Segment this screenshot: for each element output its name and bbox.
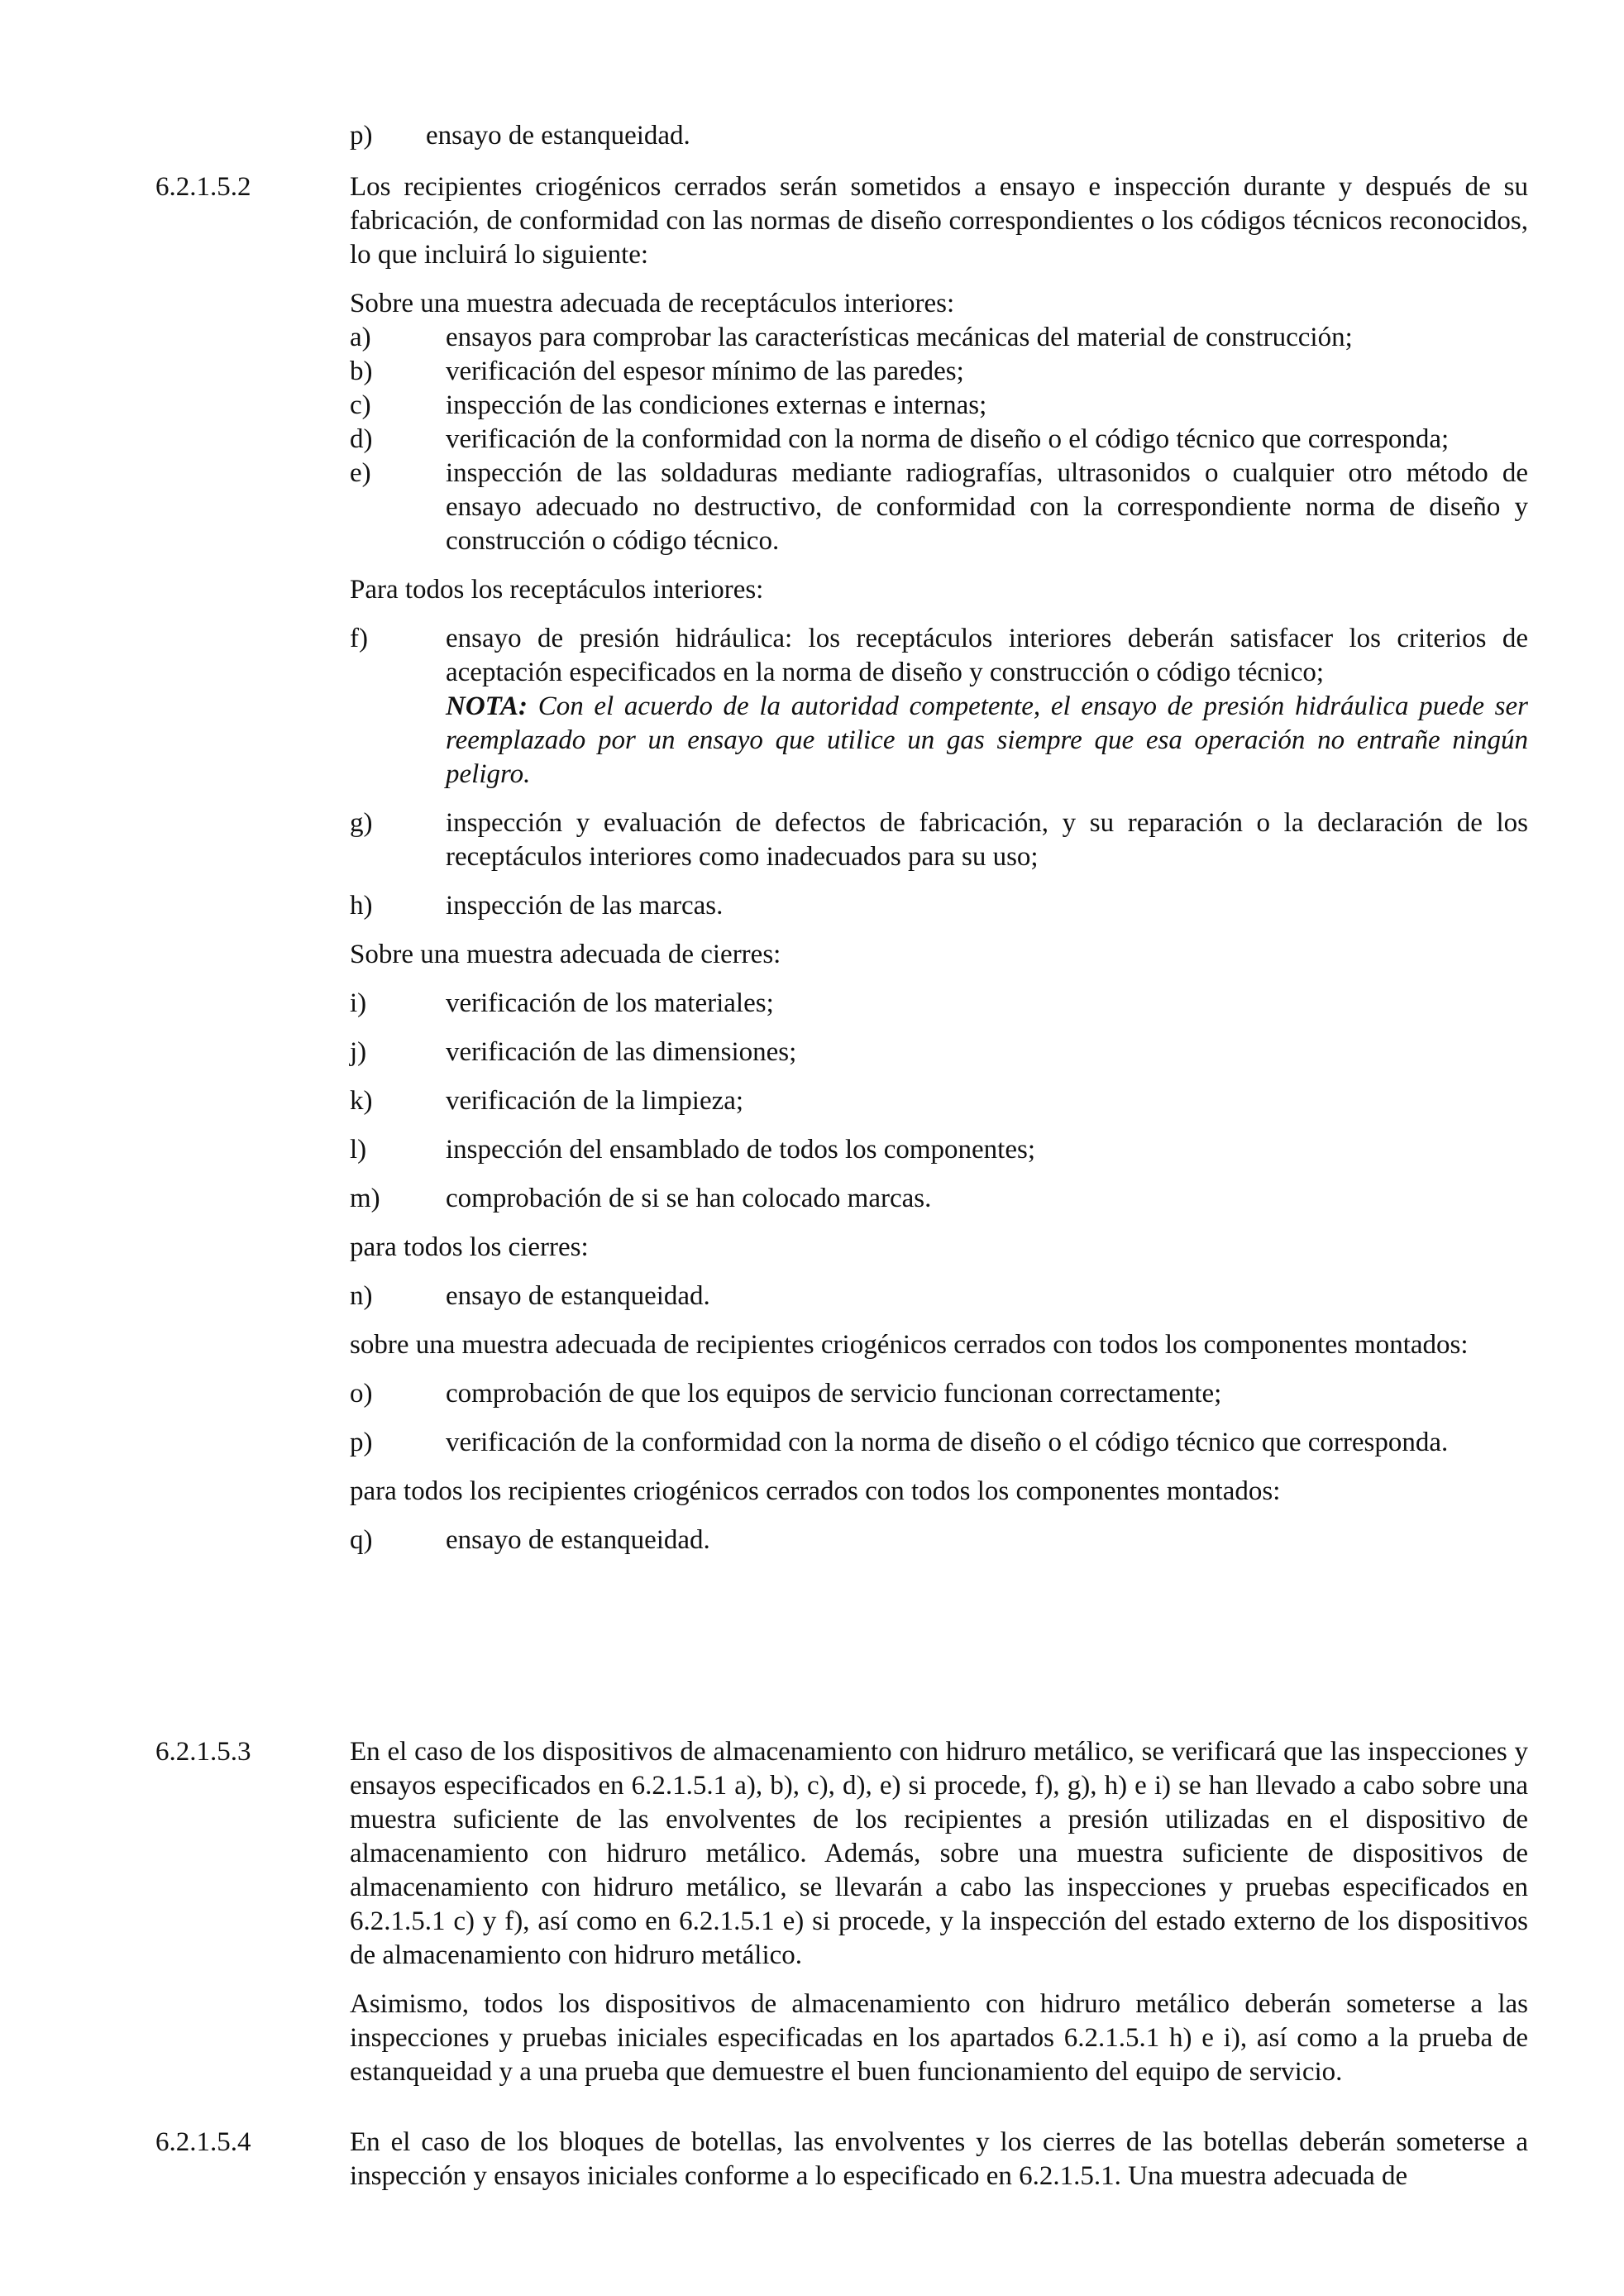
list-text: ensayo de estanqueidad. xyxy=(446,1525,710,1555)
list-label: g) xyxy=(350,808,373,838)
section-6-2-1-5-2 xyxy=(155,170,1528,1572)
list-text: verificación de los materiales; xyxy=(446,988,774,1018)
section-number: 6.2.1.5.2 xyxy=(155,172,251,202)
list-label: f) xyxy=(350,624,368,653)
group-heading: Para todos los receptáculos interiores: xyxy=(350,575,764,605)
list-label: p) xyxy=(350,121,373,151)
list-item xyxy=(350,1133,1528,1167)
list-item xyxy=(350,1377,1528,1411)
list-text: inspección y evaluación de defectos de fabricación, y su reparación o la declaración de los receptáculos interiores como inadecuados para su uso; xyxy=(446,808,1528,872)
list-text: verificación de la conformidad con la norma de diseño o el código técnico que corresponda. xyxy=(446,1428,1449,1457)
section-continuation xyxy=(155,119,1528,153)
group-heading: para todos los cierres: xyxy=(350,1232,589,1262)
list-label: h) xyxy=(350,891,373,921)
section-6-2-1-5-3 xyxy=(155,1735,1528,2089)
list-item xyxy=(350,889,1528,923)
list-text: ensayo de presión hidráulica: los receptáculos interiores deberán satisfacer los criterios de aceptación especificados en la norma de diseño y construcción o código técnico; xyxy=(446,624,1528,687)
section-intro: Los recipientes criogénicos cerrados serán sometidos a ensayo e inspección durante y después de su fabricación, de conformidad con las normas de diseño correspondientes o los códigos técnicos reconocidos, lo que incluirá lo siguiente: xyxy=(350,172,1528,270)
list-item xyxy=(350,355,1528,389)
list-text: ensayos para comprobar las características mecánicas del material de construcción; xyxy=(446,323,1353,352)
list-item xyxy=(350,1280,1528,1313)
list-label: m) xyxy=(350,1184,380,1213)
list-label: i) xyxy=(350,988,367,1018)
list-item xyxy=(350,423,1528,457)
paragraph: Asimismo, todos los dispositivos de almacenamiento con hidruro metálico deberán someterse a las inspecciones y pruebas iniciales especificadas en los apartados 6.2.1.5.1 h) e i), así como a la prueba de estanqueidad y a una prueba que demuestre el buen funcionamiento del equipo de servicio. xyxy=(350,1989,1528,2087)
list-label: j) xyxy=(350,1037,367,1067)
list-item xyxy=(350,1182,1528,1216)
list-item xyxy=(350,1523,1528,1557)
list-label: b) xyxy=(350,356,373,386)
group-heading: para todos los recipientes criogénicos cerrados con todos los componentes montados: xyxy=(350,1476,1281,1506)
note xyxy=(446,691,1528,789)
group-heading: Sobre una muestra adecuada de cierres: xyxy=(350,940,781,969)
list-text: comprobación de si se han colocado marcas. xyxy=(446,1184,932,1213)
section-number: 6.2.1.5.3 xyxy=(155,1737,251,1767)
list-item xyxy=(350,1036,1528,1069)
list-label: n) xyxy=(350,1281,373,1311)
list-item xyxy=(350,1084,1528,1118)
list-text: verificación de las dimensiones; xyxy=(446,1037,797,1067)
list-text: inspección del ensamblado de todos los componentes; xyxy=(446,1135,1036,1165)
list-item xyxy=(350,1426,1528,1460)
section-6-2-1-5-4 xyxy=(155,2126,1528,2193)
list-text: verificación de la limpieza; xyxy=(446,1086,744,1116)
list-label: k) xyxy=(350,1086,373,1116)
note-prefix: NOTA: xyxy=(446,691,528,721)
list-text: inspección de las soldaduras mediante radiografías, ultrasonidos o cualquier otro método de ensayo adecuado no destructivo, de conformidad con la correspondiente norma de diseño y construcción o código técnico. xyxy=(446,458,1528,556)
list-text: comprobación de que los equipos de servicio funcionan correctamente; xyxy=(446,1379,1222,1409)
list-item xyxy=(350,321,1528,355)
list-text: inspección de las marcas. xyxy=(446,891,724,921)
list-item xyxy=(350,806,1528,874)
group-heading: Sobre una muestra adecuada de receptáculos interiores: xyxy=(350,289,955,318)
list-item xyxy=(350,119,1528,153)
list-text: verificación de la conformidad con la norma de diseño o el código técnico que corresponda; xyxy=(446,424,1450,454)
list-text: ensayo de estanqueidad. xyxy=(426,121,690,151)
list-label: e) xyxy=(350,458,371,488)
list-item xyxy=(350,389,1528,423)
list-label: l) xyxy=(350,1135,367,1165)
list-label: c) xyxy=(350,390,371,420)
list-text: ensayo de estanqueidad. xyxy=(446,1281,710,1311)
list-label: a) xyxy=(350,323,371,352)
list-label: q) xyxy=(350,1525,373,1555)
list-label: o) xyxy=(350,1379,373,1409)
list-item xyxy=(350,457,1528,558)
group-heading: sobre una muestra adecuada de recipientes criogénicos cerrados con todos los componentes montados: xyxy=(350,1330,1469,1360)
paragraph: En el caso de los bloques de botellas, las envolventes y los cierres de las botellas deberán someterse a inspección y ensayos iniciales conforme a lo especificado en 6.2.1.5.1. Una muestra adecuada de xyxy=(350,2127,1528,2191)
list-item xyxy=(350,622,1528,792)
list-item xyxy=(350,987,1528,1021)
list-label: d) xyxy=(350,424,373,454)
list-text: verificación del espesor mínimo de las paredes; xyxy=(446,356,964,386)
list-label: p) xyxy=(350,1428,373,1457)
list-text: inspección de las condiciones externas e internas; xyxy=(446,390,987,420)
note-text: Con el acuerdo de la autoridad competente, el ensayo de presión hidráulica puede ser reemplazado por un ensayo que utilice un gas siempre que esa operación no entrañe ningún peligro. xyxy=(446,691,1528,789)
section-number: 6.2.1.5.4 xyxy=(155,2127,251,2157)
paragraph: En el caso de los dispositivos de almacenamiento con hidruro metálico, se verificará que las inspecciones y ensayos especificados en 6.2.1.5.1 a), b), c), d), e) si procede, f), g), h) e i) se han llevado a cabo sobre una muestra suficiente de las envolventes de los recipientes a presión utilizadas en el dispositivo de almacenamiento con hidruro metálico. Además, sobre una muestra suficiente de dispositivos de almacenamiento con hidruro metálico, se llevarán a cabo las inspecciones y pruebas especificados en 6.2.1.5.1 c) y f), así como en 6.2.1.5.1 e) si procede, y la inspección del estado externo de los dispositivos de almacenamiento con hidruro metálico. xyxy=(350,1737,1528,1970)
